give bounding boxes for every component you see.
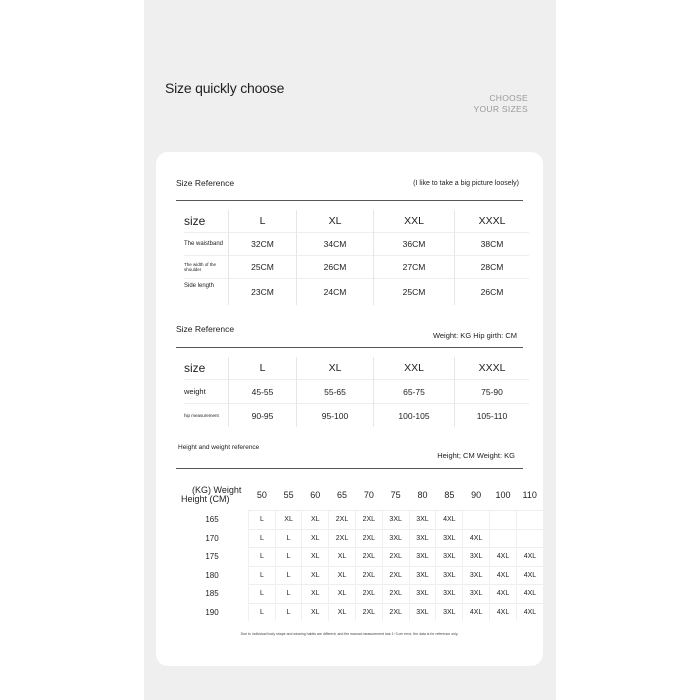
table-header-row <box>184 357 529 380</box>
height-label: 190 <box>205 607 219 617</box>
section-divider-2 <box>176 347 523 348</box>
height-label: 175 <box>205 552 219 562</box>
size-cell: 3XL <box>409 511 436 530</box>
header-size: size <box>184 214 206 228</box>
size-cell: 2XL <box>355 585 382 604</box>
table-row <box>176 603 543 621</box>
weight-header-row <box>176 480 543 511</box>
size-cell <box>516 529 543 548</box>
header-xxxl: XXXL <box>455 357 530 380</box>
size-cell: 4XL <box>490 585 517 604</box>
row-label: hip measurement <box>184 404 229 428</box>
size-cell: XL <box>329 548 356 567</box>
table-cell: 90-95 <box>229 404 297 428</box>
table-cell: 25CM <box>374 279 455 306</box>
corner-weight-label: (KG) Weight <box>192 485 242 496</box>
size-cell: XL <box>302 548 329 567</box>
size-cell: L <box>249 529 276 548</box>
size-cell: XL <box>302 603 329 621</box>
table-header-row <box>184 210 529 233</box>
height-label: 185 <box>205 589 219 599</box>
size-cell: 4XL <box>463 529 490 548</box>
size-cell: 3XL <box>463 548 490 567</box>
table-row <box>184 380 529 404</box>
size-cell: 2XL <box>355 566 382 585</box>
header-xl: XL <box>297 210 374 233</box>
table-row <box>176 566 543 585</box>
section-divider-1 <box>176 200 523 201</box>
corner-height-label: Height (CM) <box>181 494 230 505</box>
weight-header: 65 <box>337 490 348 500</box>
size-cell: 3XL <box>382 511 409 530</box>
weight-header: 60 <box>310 490 321 500</box>
size-cell: 3XL <box>409 529 436 548</box>
header-xxxl: XXXL <box>455 210 530 233</box>
header-xxl: XXL <box>374 357 455 380</box>
size-cell: 3XL <box>436 585 463 604</box>
table-row <box>184 279 529 306</box>
size-cell: 3XL <box>436 566 463 585</box>
table-cell: 26CM <box>455 279 530 306</box>
size-cell: L <box>249 548 276 567</box>
size-cell: 3XL <box>409 585 436 604</box>
weight-header: 75 <box>390 490 401 500</box>
weight-header: 110 <box>522 490 537 500</box>
size-cell: 4XL <box>436 511 463 530</box>
subtitle-line-2: YOUR SIZES <box>473 104 528 114</box>
size-cell: 4XL <box>516 603 543 621</box>
table-cell: 28CM <box>455 256 530 279</box>
size-chart-card <box>156 152 543 666</box>
size-cell: L <box>275 603 302 621</box>
table-cell: 25CM <box>229 256 297 279</box>
size-reference-note-1: (I like to take a big picture loosely) <box>413 180 519 187</box>
table-row <box>176 529 543 548</box>
height-weight-table <box>176 480 543 621</box>
row-label: The waistband <box>184 233 229 256</box>
size-cell: L <box>249 566 276 585</box>
table-cell: 55-65 <box>297 380 374 404</box>
size-cell: 4XL <box>516 566 543 585</box>
table-cell: 36CM <box>374 233 455 256</box>
size-cell: 4XL <box>516 548 543 567</box>
size-cell: 4XL <box>463 603 490 621</box>
size-cell <box>516 511 543 530</box>
table-cell: 23CM <box>229 279 297 306</box>
size-cell: XL <box>302 566 329 585</box>
table-row <box>176 585 543 604</box>
size-cell: L <box>275 585 302 604</box>
size-cell: L <box>275 529 302 548</box>
table-cell: 45-55 <box>229 380 297 404</box>
row-label: Side length <box>184 279 229 306</box>
size-cell: 2XL <box>382 603 409 621</box>
header-xxl: XXL <box>374 210 455 233</box>
size-cell: 3XL <box>409 548 436 567</box>
weight-header: 85 <box>444 490 455 500</box>
header-xl: XL <box>297 357 374 380</box>
size-cell: XL <box>329 585 356 604</box>
body-size-table <box>184 357 529 427</box>
size-reference-title-1: Size Reference <box>176 178 235 188</box>
size-cell: 2XL <box>329 529 356 548</box>
size-cell: 3XL <box>463 566 490 585</box>
row-label: The width of the shoulder <box>184 256 229 279</box>
height-weight-note: Height; CM Weight: KG <box>437 451 515 460</box>
size-cell: 4XL <box>490 603 517 621</box>
size-cell: 3XL <box>436 548 463 567</box>
header-size: size <box>184 361 206 375</box>
table-cell: 27CM <box>374 256 455 279</box>
table-cell: 105-110 <box>455 404 530 428</box>
size-cell <box>490 511 517 530</box>
size-cell: XL <box>329 566 356 585</box>
size-cell: 3XL <box>436 529 463 548</box>
size-cell: 2XL <box>355 603 382 621</box>
size-cell: 4XL <box>516 585 543 604</box>
table-cell: 32CM <box>229 233 297 256</box>
table-row <box>176 511 543 530</box>
section-divider-3 <box>176 468 523 469</box>
size-cell <box>463 511 490 530</box>
table-cell: 95-100 <box>297 404 374 428</box>
size-cell: XL <box>275 511 302 530</box>
size-cell: 3XL <box>409 566 436 585</box>
weight-header: 50 <box>256 490 267 500</box>
size-cell: 2XL <box>329 511 356 530</box>
height-label: 165 <box>205 515 219 525</box>
size-reference-note-2: Weight: KG Hip girth: CM <box>432 331 517 340</box>
table-row <box>184 256 529 279</box>
size-cell: 2XL <box>382 585 409 604</box>
size-cell: XL <box>302 529 329 548</box>
size-cell: 4XL <box>490 566 517 585</box>
weight-header: 90 <box>471 490 482 500</box>
table-cell: 100-105 <box>374 404 455 428</box>
page-title: Size quickly choose <box>165 80 285 96</box>
size-cell: 2XL <box>355 529 382 548</box>
size-cell: L <box>249 585 276 604</box>
size-cell: 4XL <box>490 548 517 567</box>
size-cell: 3XL <box>409 603 436 621</box>
table-cell: 24CM <box>297 279 374 306</box>
garment-size-table <box>184 210 529 305</box>
table-cell: 34CM <box>297 233 374 256</box>
table-cell: 65-75 <box>374 380 455 404</box>
weight-header: 80 <box>417 490 428 500</box>
disclaimer-footnote: Due to individual body shape and wearing habits are different, and the manual measurement has 1~3 cm error, the data is for reference only. <box>240 632 459 636</box>
table-row <box>176 548 543 567</box>
subtitle-line-1: CHOOSE <box>489 93 528 103</box>
size-cell: L <box>275 566 302 585</box>
height-label: 170 <box>205 533 219 543</box>
size-cell: XL <box>302 511 329 530</box>
size-cell: XL <box>329 603 356 621</box>
table-cell: 75-90 <box>455 380 530 404</box>
header-l: L <box>229 210 297 233</box>
size-cell: L <box>249 603 276 621</box>
row-label: weight <box>184 380 229 404</box>
size-cell: 2XL <box>355 548 382 567</box>
size-cell: 3XL <box>463 585 490 604</box>
table-cell: 26CM <box>297 256 374 279</box>
size-cell <box>490 529 517 548</box>
size-cell: XL <box>302 585 329 604</box>
table-cell: 38CM <box>455 233 530 256</box>
table-corner <box>176 480 249 511</box>
size-cell: 2XL <box>382 548 409 567</box>
weight-header: 55 <box>283 490 294 500</box>
page-subtitle <box>408 93 528 115</box>
table-row <box>184 233 529 256</box>
size-cell: L <box>249 511 276 530</box>
header-l: L <box>229 357 297 380</box>
table-row <box>184 404 529 428</box>
size-cell: 3XL <box>436 603 463 621</box>
height-weight-title: Height and weight reference <box>178 444 260 451</box>
size-cell: L <box>275 548 302 567</box>
size-cell: 3XL <box>382 529 409 548</box>
size-reference-title-2: Size Reference <box>176 324 235 334</box>
height-label: 180 <box>205 570 219 580</box>
weight-header: 100 <box>495 490 511 500</box>
weight-header: 70 <box>363 490 374 500</box>
size-cell: 2XL <box>355 511 382 530</box>
size-cell: 2XL <box>382 566 409 585</box>
